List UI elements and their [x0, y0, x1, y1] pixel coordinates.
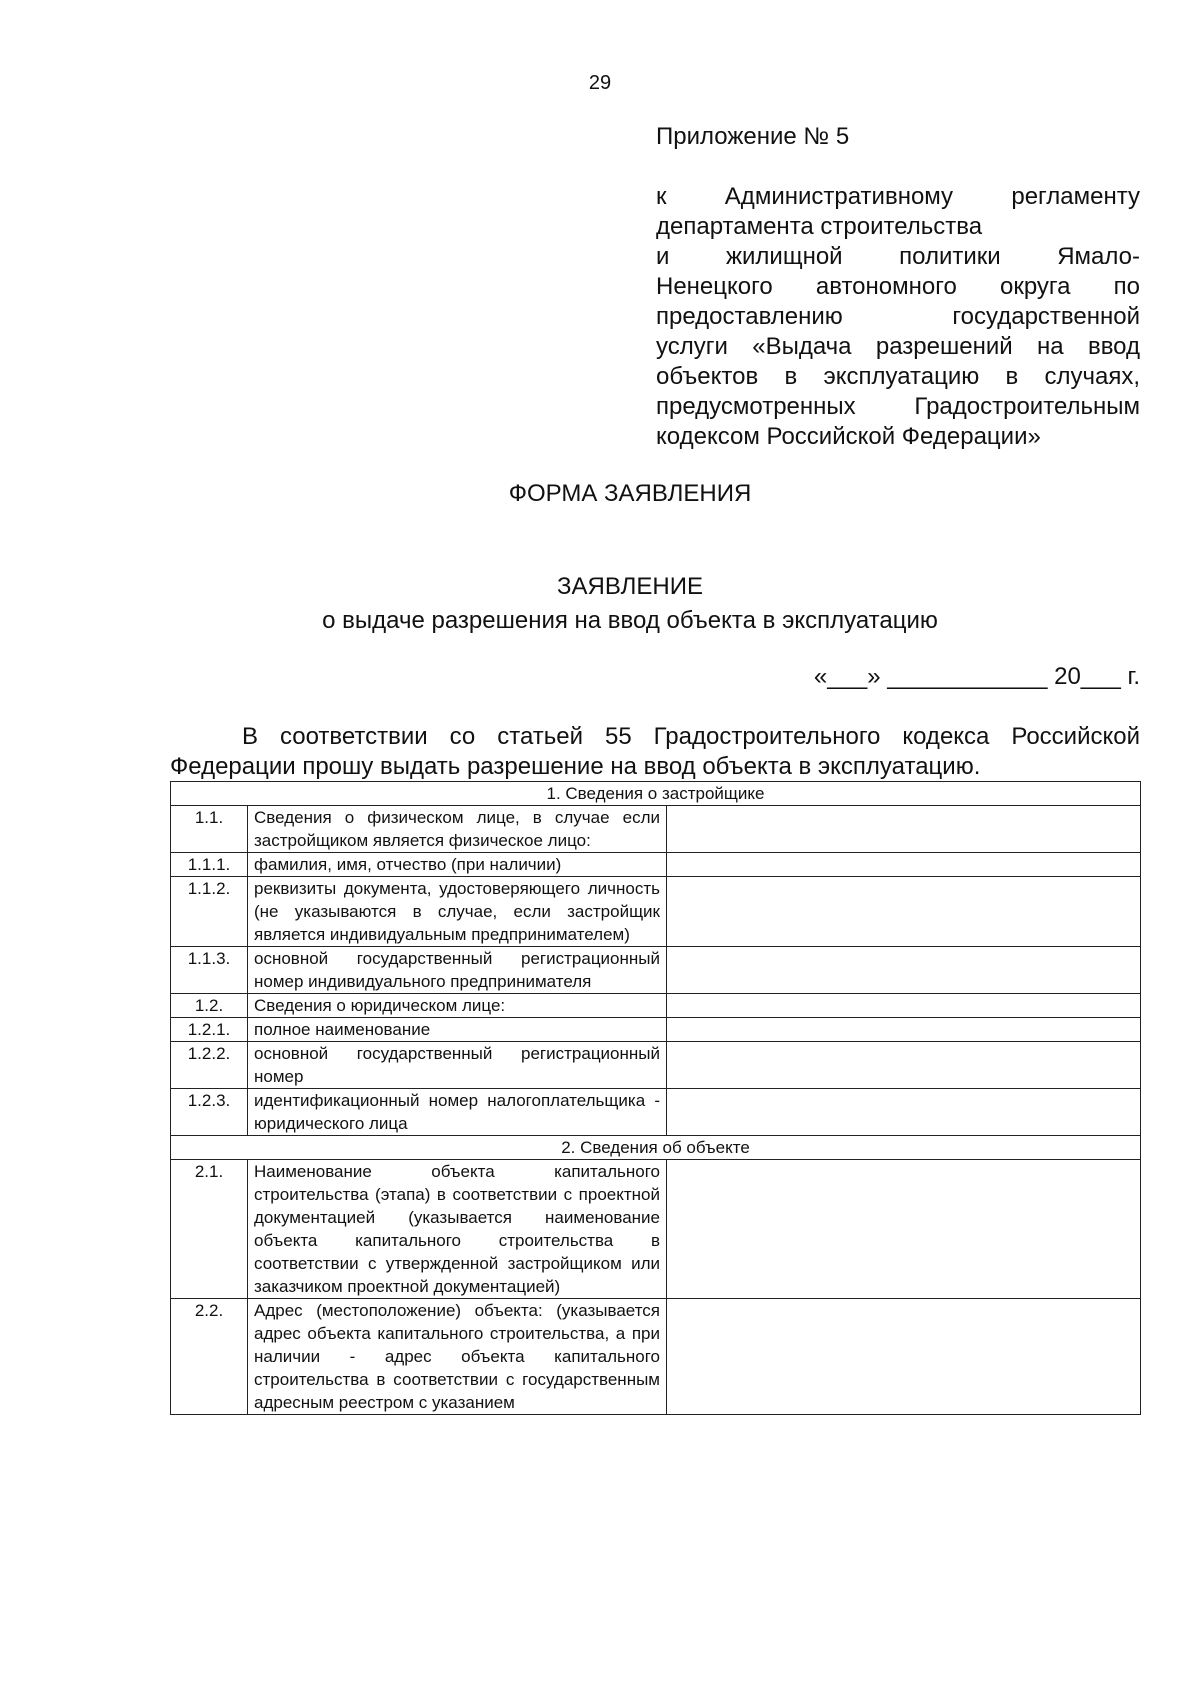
document-title-block [0, 570, 1200, 638]
row-description: реквизиты документа, удостоверяющего личность (не указываются в случае, если застройщик является индивидуальным предпринимателем) [248, 877, 667, 947]
row-value-field[interactable] [667, 1042, 1141, 1089]
table-row [171, 994, 1141, 1018]
section-header-row [171, 1136, 1141, 1160]
appendix-line: предусмотренных Градостроительным [656, 393, 1140, 420]
appendix-line: к Административному регламенту [656, 183, 1140, 210]
form-heading: ФОРМА ЗАЯВЛЕНИЯ [508, 480, 752, 507]
appendix-line: департамента строительства [656, 213, 983, 240]
row-value-field[interactable] [667, 877, 1141, 947]
row-description: основной государственный регистрационный номер индивидуального предпринимателя [248, 947, 667, 994]
row-value-field[interactable] [667, 994, 1141, 1018]
intro-paragraph: В соответствии со статьей 55 Градостроительного кодекса Российской Федерации прошу выдать разрешение на ввод объекта в эксплуатацию. [170, 723, 1140, 780]
table-row [171, 1160, 1141, 1299]
row-value-field[interactable] [667, 1018, 1141, 1042]
row-number: 2.1. [171, 1160, 248, 1299]
application-form-table [170, 781, 1141, 1415]
row-description: фамилия, имя, отчество (при наличии) [248, 853, 667, 877]
row-value-field[interactable] [667, 1160, 1141, 1299]
appendix-line: предоставлению государственной [656, 303, 1140, 330]
document-subtitle: о выдаче разрешения на ввод объекта в эксплуатацию [322, 607, 938, 634]
row-value-field[interactable] [667, 806, 1141, 853]
appendix-title: Приложение № 5 [656, 123, 850, 150]
appendix-line: кодексом Российской Федерации» [656, 423, 1041, 450]
table-row [171, 1018, 1141, 1042]
row-description: идентификационный номер налогоплательщика - юридического лица [248, 1089, 667, 1136]
appendix-line: объектов в эксплуатацию в случаях, [656, 363, 1140, 390]
date-line: «___» ____________ 20___ г. [813, 663, 1140, 690]
row-number: 1.2.3. [171, 1089, 248, 1136]
table-row [171, 947, 1141, 994]
appendix-line: услуги «Выдача разрешений на ввод [656, 333, 1140, 360]
table-row [171, 806, 1141, 853]
section-title: 1. Сведения о застройщике [171, 782, 1141, 806]
page-number: 29 [588, 72, 612, 94]
row-description: Сведения о физическом лице, в случае если застройщиком является физическое лицо: [248, 806, 667, 853]
row-description: полное наименование [248, 1018, 667, 1042]
row-number: 1.1.1. [171, 853, 248, 877]
appendix-line: и жилищной политики Ямало- [656, 243, 1140, 270]
row-value-field[interactable] [667, 1299, 1141, 1415]
row-number: 1.1.2. [171, 877, 248, 947]
table-row [171, 877, 1141, 947]
row-number: 1.2.1. [171, 1018, 248, 1042]
row-value-field[interactable] [667, 947, 1141, 994]
row-value-field[interactable] [667, 1089, 1141, 1136]
table-row [171, 1042, 1141, 1089]
section-header-row [171, 782, 1141, 806]
document-title: ЗАЯВЛЕНИЕ [557, 573, 703, 600]
row-number: 1.1.3. [171, 947, 248, 994]
table-row [171, 1089, 1141, 1136]
row-description: основной государственный регистрационный номер [248, 1042, 667, 1089]
appendix-body [656, 182, 1140, 452]
appendix-line: Ненецкого автономного округа по [656, 273, 1140, 300]
table-row [171, 853, 1141, 877]
row-number: 1.2. [171, 994, 248, 1018]
appendix-block [656, 122, 1140, 452]
table-row [171, 1299, 1141, 1415]
row-number: 1.2.2. [171, 1042, 248, 1089]
row-description: Адрес (местоположение) объекта: (указывается адрес объекта капитального строительства, а при наличии - адрес объекта капитального строительства в соответствии с государственным адресным реестром с указанием [248, 1299, 667, 1415]
row-number: 2.2. [171, 1299, 248, 1415]
row-description: Сведения о юридическом лице: [248, 994, 667, 1018]
row-number: 1.1. [171, 806, 248, 853]
section-title: 2. Сведения об объекте [171, 1136, 1141, 1160]
row-description: Наименование объекта капитального строительства (этапа) в соответствии с проектной документацией (указывается наименование объекта капитального строительства в соответствии с утвержденной застройщиком или заказчиком проектной документацией) [248, 1160, 667, 1299]
row-value-field[interactable] [667, 853, 1141, 877]
